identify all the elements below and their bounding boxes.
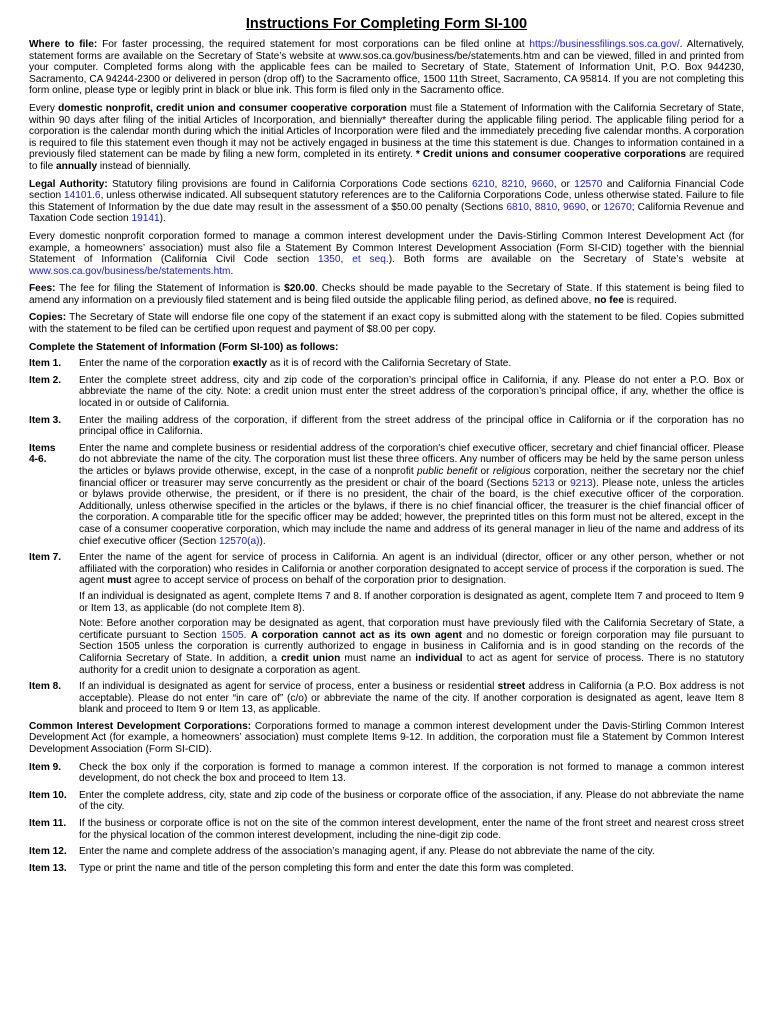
section-link[interactable]: 12570(a) [218, 535, 260, 547]
item-text: If an individual is designated as agent for service of process, enter a business or residential street address in California (a P.O. Box address is not acceptable). Please do not enter “in care of” (c/o) or abbreviate the name of the city. If another corporation is designated as agent, leave Item 8 blank and proceed to Item 9 or Item 13, as applicable. [79, 681, 744, 716]
section-link[interactable]: 5213 [532, 477, 555, 489]
complete-statement-heading: Complete the Statement of Information (Form SI-100) as follows: [29, 341, 339, 353]
where-to-file-paragraph: Where to file: For faster processing, the required statement for most corporations can be filed online at https://businessfilings.sos.ca.gov/. Alternatively, statement forms are available on the Secretary of State’s website at www.sos.ca.gov/business/be/statements.htm and can be viewed, filled in and printed from your computer. Completed forms along with the applicable fees can be mailed to Secretary of State, Statement of Information Unit, P.O. Box 944230, Sacramento, CA 94244-2300 or delivered in person (drop off) to the Sacramento office, 1500 11th Street, Sacramento, CA 95814. If you are not completing this form online, please type or legibly print in black or blue ink. This form is filed only in the Sacramento office. [29, 39, 744, 97]
section-link[interactable]: 8210 [501, 178, 525, 190]
item-text: Enter the complete street address, city and zip code of the corporation’s principal office in California, if any. Please do not enter a P.O. Box or abbreviate the name of the city. Note: a credit union must enter the street address of the corporation’s principal office, if any, whether the office is located in or outside of California. [79, 374, 744, 410]
et-seq-link[interactable]: et seq. [352, 254, 389, 266]
section-link[interactable]: 1505 [221, 629, 244, 641]
item-number: Item 11. [29, 818, 67, 830]
instruction-item [29, 818, 744, 841]
fees-label: Fees: [29, 283, 56, 295]
item-text: Enter the name of the agent for service of process in California. An agent is an individual (director, officer or any other person, whether or not affiliated with the corporation) who resides in California or another corporation designated to accept service of process if the corporation is sued. The agent must agree to accept service of process on behalf of the corporation prior to designation. If an individual is designated as agent, complete Items 7 and 8. If another corporation is designated as agent, complete Item 7 and proceed to Item 9 or Item 13, as applicable (do not complete Item 8). Note: Before another corporation may be designated as agent, that corporation must have previously filed with the California Secretary of State, a certificate pursuant to Section 1505. A corporation cannot act as its own agent and no domestic or foreign corporation may file pursuant to Section 1505 unless the corporation is currently authorized to engage in business in California and is in good standing on the records of the California Secretary of State. In addition, a credit union must name an individual to act as agent for service of process. There is no statutory authority for a credit union to designate a corporation as agent. [79, 552, 745, 676]
item-number: Items 4-6. [29, 442, 56, 466]
item-text: Enter the name and complete address of the association’s managing agent, if any. Please do not abbreviate the name of the city. [79, 846, 655, 858]
filing-requirement-paragraph: Every domestic nonprofit, credit union and consumer cooperative corporation must file a Statement of Information with the California Secretary of State, within 90 days after filing of the initial Articles of Incorporation, and biennially* thereafter during the applicable filing period. The applicable filing period for a corporation is the calendar month during which the initial Articles of Incorporation were filed and the immediately preceding five calendar months. A corporation is required to file this statement even though it may not be actively engaged in business at the time this statement is due. Changes to information contained in a previously filed statement can be made by filing a new form, completed in its entirety. * Credit unions and consumer cooperative corporations are required to file annually instead of biennially. [29, 102, 745, 172]
copies-label: Copies: [29, 312, 67, 324]
instruction-item [29, 790, 744, 813]
fees-paragraph: Fees: The fee for filing the Statement of Information is $20.00. Checks should be made payable to the Secretary of State. If this statement is being filed to amend any information on a previously filed statement and is being filed outside the applicable filing period, as defined above, no fee is required. [29, 283, 744, 306]
instruction-item [29, 846, 744, 858]
item-number: Item 10. [29, 789, 67, 801]
item-text: If the business or corporate office is not on the site of the common interest development, enter the name of the front street and nearest cross street for the physical location of the common interest development, including the nine-digit zip code. [79, 818, 744, 841]
instruction-item [29, 681, 744, 716]
item-number: Item 2. [29, 374, 62, 386]
section-link[interactable]: 9213 [570, 477, 593, 489]
instruction-item [29, 552, 744, 676]
section-link[interactable]: 8810 [534, 201, 558, 213]
where-to-file-label: Where to file: [29, 39, 98, 50]
item-number: Item 7. [29, 552, 62, 564]
item-text: Check the box only if the corporation is formed to manage a common interest. If the corporation is not formed to manage a common interest development, do not check the box and proceed to Item 13. [79, 761, 744, 785]
instruction-item [29, 358, 744, 370]
item-number: Item 3. [29, 414, 62, 426]
section-link[interactable]: 9660 [531, 178, 554, 190]
section-link[interactable]: 19141 [131, 213, 160, 225]
instruction-item [29, 415, 744, 438]
item-text: Enter the mailing address of the corporation, if different from the street address of the principal office in California or if the corporation has no principal office in California. [79, 414, 744, 438]
cid-label: Common Interest Development Corporations: [29, 720, 252, 732]
page-title: Instructions For Completing Form SI-100 [245, 16, 528, 32]
legal-authority-label: Legal Authority: [29, 178, 108, 190]
section-link[interactable]: 1350 [317, 254, 341, 266]
statements-website-link[interactable]: www.sos.ca.gov/business/be/statements.htm [29, 265, 231, 277]
item-text: Enter the complete address, city, state and zip code of the business or corporate office of the association, if any. Please do not abbreviate the name of the city. [79, 789, 744, 813]
section-link[interactable]: 14101.6 [63, 190, 101, 202]
item-text: Enter the name of the corporation exactly as it is of record with the California Secretary of State. [79, 358, 512, 370]
section-link[interactable]: 12670 [603, 201, 632, 213]
item-text: Enter the name and complete business or residential address of the corporation's chief executive officer, secretary and chief financial officer. Please do not abbreviate the name of the city. The corporation must list these three officers. Any number of officers may be held by the same person unless the articles or bylaws provide otherwise, except, in the case of a nonprofit public benefit or religious corporation, neither the secretary nor the chief financial officer or treasurer may serve concurrently as the president or chair of the board (Sections 5213 or 9213). Please note, unless the articles or bylaws provide otherwise, the president, or if there is no president, the chair of the board, is the chief executive officer of the corporation. Additionally, unless otherwise specified in the articles or the bylaws, if there is no chief financial officer, the treasurer is the chief financial officer of the corporation. A comparable title for the specific officer may be added; however, the preprinted titles on this form must not be altered, except in the case of a consumer cooperative corporation, which may include the name and address of its general manager in lieu of the name and address of its chief executive officer (Section 12570(a)). [79, 442, 744, 547]
item-number: Item 1. [29, 358, 62, 370]
section-link[interactable]: 9690 [563, 201, 586, 213]
instruction-item [29, 863, 744, 875]
item-number: Item 12. [29, 846, 67, 858]
online-filing-link[interactable]: https://businessfilings.sos.ca.gov/ [529, 39, 680, 50]
item-number: Item 9. [29, 761, 62, 773]
copies-paragraph: Copies: The Secretary of State will endorse file one copy of the statement if an exact copy is submitted along with the statement to be filed. Copies submitted with the statement to be filed can be certified upon request and payment of $8.00 per copy. [29, 312, 744, 336]
legal-authority-paragraph: Legal Authority: Statutory filing provisions are found in California Corporations Code sections 6210, 8210, 9660, or 12570 and California Financial Code section 14101.6, unless otherwise indicated. All subsequent statutory references are to the California Corporations Code, unless otherwise stated. Failure to file this Statement of Information by the due date may result in the assessment of a $50.00 penalty (Sections 6810, 8810, 9690, or 12670; California Revenue and Taxation Code section 19141). [29, 178, 744, 225]
davis-stirling-paragraph: Every domestic nonprofit corporation formed to manage a common interest development under the Davis-Stirling Common Interest Development Act (for example, a homeowners’ association) must also file a Statement By Common Interest Development Association (Form SI-CID) together with the biennial Statement of Information (California Civil Code section 1350, et seq.). Both forms are available on the Secretary of State’s website at www.sos.ca.gov/business/be/statements.htm. [29, 230, 744, 277]
instruction-item [29, 762, 744, 785]
section-link[interactable]: 6810 [506, 201, 529, 213]
instruction-item [29, 375, 744, 410]
item-text: Type or print the name and title of the person completing this form and enter the date this form was completed. [79, 862, 574, 874]
instruction-item [29, 443, 744, 547]
section-link[interactable]: 6210 [471, 178, 495, 190]
section-link[interactable]: 12570 [574, 178, 603, 190]
item-number: Item 8. [29, 681, 62, 693]
item-number: Item 13. [29, 862, 67, 874]
cid-paragraph: Common Interest Development Corporations: Corporations formed to manage a common interest development under the Davis-Stirling Common Interest Development Act (for example, a homeowners’ association) must complete Items 9-12. In addition, the corporation must file a Statement by Common Interest Development Association (Form SI-CID). [29, 720, 744, 756]
